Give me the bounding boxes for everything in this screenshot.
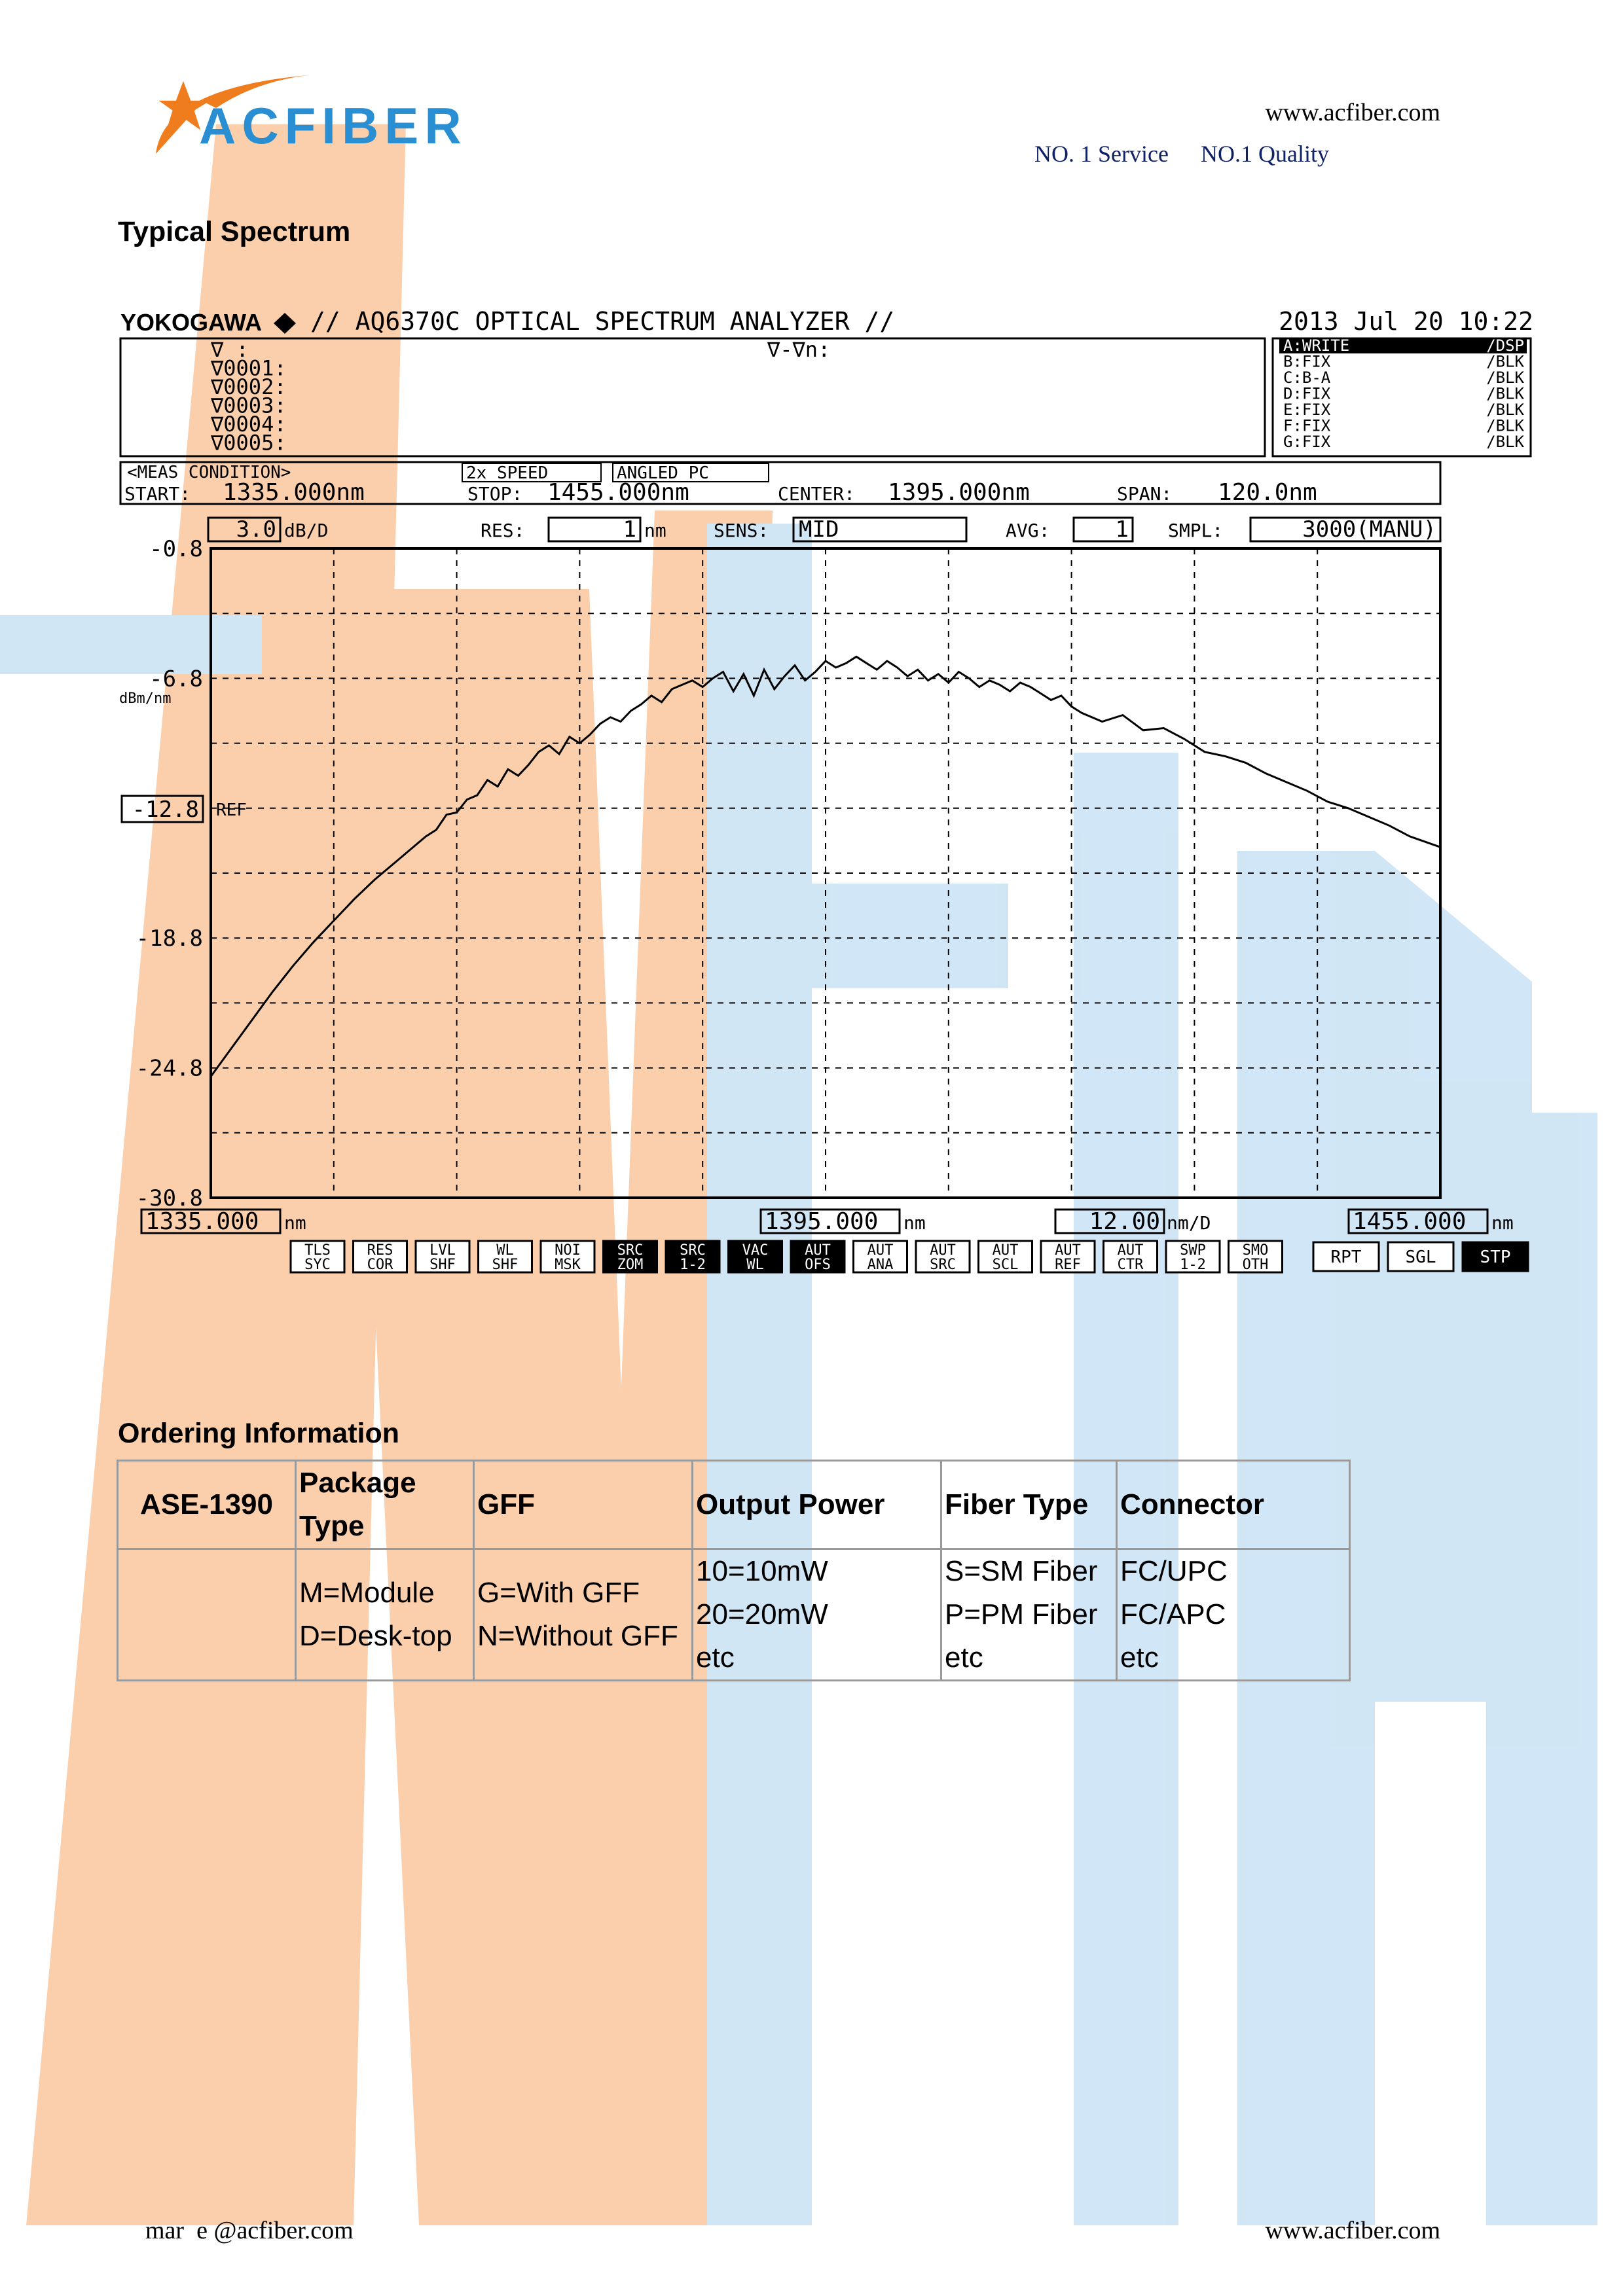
soft-key-line1: AUT (930, 1242, 956, 1259)
soft-key-aut-ofs[interactable] (791, 1241, 845, 1273)
osa-datetime: 2013 Jul 20 10:22 (1279, 307, 1533, 336)
table-cell (1117, 1549, 1350, 1681)
x-stop-unit: nm (1491, 1212, 1514, 1234)
table-cell (296, 1549, 474, 1681)
soft-key-line2: SHF (492, 1257, 519, 1273)
soft-key-vac-wl[interactable] (729, 1241, 782, 1273)
cell-text: Type (299, 1510, 365, 1542)
marker-label: ∇0001: (211, 355, 287, 381)
soft-key-line2: COR (367, 1257, 393, 1273)
scale-unit: dB/D (284, 520, 329, 541)
soft-key-line2: SYC (304, 1257, 331, 1273)
trace-mode: /BLK (1486, 433, 1524, 451)
soft-key-smo-oth[interactable] (1229, 1241, 1283, 1273)
cell-text: FC/UPC (1120, 1555, 1228, 1587)
x-perdiv-value: 12.00 (1089, 1208, 1160, 1235)
soft-key-line1: AUT (1055, 1242, 1081, 1259)
cell-text: etc (945, 1641, 983, 1674)
soft-key-line2: WL (746, 1257, 764, 1273)
ref-level-value: -12.8 (132, 797, 199, 823)
marker-label: ∇ : (211, 337, 249, 362)
marker-list (210, 337, 287, 456)
trace-id: E:FIX (1283, 401, 1331, 419)
footer-website[interactable]: www.acfiber.com (1265, 2217, 1440, 2244)
table-cell (118, 1461, 296, 1549)
cell-text: Connector (1120, 1488, 1264, 1520)
ordering-table (117, 1460, 1351, 1681)
center-label: CENTER: (778, 483, 856, 505)
res-label: RES: (481, 520, 525, 541)
trace-id: C:B-A (1283, 368, 1331, 387)
cell-text: S=SM Fiber (945, 1555, 1098, 1587)
sweep-key-label: STP (1480, 1247, 1511, 1267)
stop-label: STOP: (467, 483, 523, 505)
soft-key-line1: WL (496, 1242, 514, 1259)
sens-label: SENS: (714, 520, 769, 541)
cell-text: M=Module (299, 1577, 435, 1609)
marker-box (120, 338, 1265, 456)
soft-key-lvl-shf[interactable] (416, 1241, 469, 1273)
soft-key-line2: ZOM (617, 1257, 644, 1273)
trace-mode: /BLK (1486, 416, 1524, 435)
soft-key-line2: 1-2 (1180, 1257, 1206, 1273)
soft-key-line2: ANA (867, 1257, 894, 1273)
table-cell (118, 1549, 296, 1681)
header-website: www.acfiber.com (1265, 99, 1440, 126)
table-cell (941, 1549, 1117, 1681)
table-cell (296, 1461, 474, 1549)
trace-id: B:FIX (1283, 352, 1331, 371)
cell-text: GFF (477, 1488, 535, 1520)
cell-text: Package (299, 1467, 416, 1499)
sweep-key-stp[interactable] (1463, 1242, 1528, 1271)
y-tick-label: -6.8 (149, 666, 203, 692)
soft-key-line1: NOI (555, 1242, 581, 1259)
table-cell (1117, 1461, 1350, 1549)
center-value: 1395.000nm (888, 479, 1030, 506)
soft-key-line1: TLS (304, 1242, 331, 1259)
marker-label: ∇0003: (211, 393, 287, 418)
res-value: 1 (623, 516, 636, 543)
cell-text: etc (1120, 1641, 1159, 1674)
x-start-value: 1335.000 (145, 1208, 259, 1235)
soft-key-line2: SRC (930, 1257, 956, 1273)
soft-key-tls-syc[interactable] (291, 1241, 344, 1273)
cell-text: Output Power (696, 1488, 885, 1520)
trace-list (1279, 336, 1527, 451)
cell-text: G=With GFF (477, 1577, 640, 1609)
start-value: 1335.000nm (223, 479, 365, 506)
soft-key-bar (291, 1241, 1283, 1273)
soft-key-line2: SCL (992, 1257, 1019, 1273)
sens-value: MID (799, 516, 839, 543)
cell-text: 10=10mW (696, 1555, 828, 1587)
marker-label: ∇0005: (211, 430, 287, 456)
soft-key-res-cor[interactable] (354, 1241, 407, 1273)
soft-key-line1: RES (367, 1242, 393, 1259)
x-stop-value: 1455.000 (1353, 1208, 1467, 1235)
sweep-key-sgl[interactable] (1388, 1242, 1453, 1271)
cell-text: etc (696, 1641, 735, 1674)
sweep-key-rpt[interactable] (1313, 1242, 1379, 1271)
x-start-unit: nm (284, 1212, 306, 1234)
cell-text: ASE-1390 (139, 1488, 273, 1520)
sweep-key-bar (1313, 1242, 1528, 1271)
y-tick-label: -24.8 (136, 1055, 203, 1082)
cell-text: P=PM Fiber (945, 1598, 1098, 1630)
soft-key-line1: LVL (429, 1242, 456, 1259)
sweep-key-label: RPT (1330, 1247, 1362, 1267)
stop-value: 1455.000nm (547, 479, 689, 506)
avg-value: 1 (1115, 516, 1129, 543)
trace-mode: /BLK (1486, 384, 1524, 403)
table-cell (693, 1461, 941, 1549)
y-tick-label: -0.8 (149, 536, 203, 562)
soft-key-line2: OFS (805, 1257, 831, 1273)
soft-key-line1: SWP (1180, 1242, 1206, 1259)
soft-key-line2: REF (1055, 1257, 1081, 1273)
connector-label: ANGLED PC (617, 463, 709, 483)
tagline-quality: NO.1 Quality (1201, 141, 1329, 167)
table-cell (474, 1461, 693, 1549)
cell-text: 20=20mW (696, 1598, 828, 1630)
trace-id: G:FIX (1283, 433, 1331, 451)
osa-brand: YOKOGAWA (120, 309, 263, 336)
y-tick-label: -30.8 (136, 1185, 203, 1211)
soft-key-line2: MSK (555, 1257, 581, 1273)
x-center-value: 1395.000 (765, 1208, 879, 1235)
soft-key-noi-msk[interactable] (541, 1241, 594, 1273)
logo-wordmark: ACFIBER (199, 97, 467, 154)
trace-mode: /DSP (1486, 336, 1524, 355)
x-center-unit: nm (903, 1212, 926, 1234)
cell-text: FC/APC (1120, 1598, 1226, 1630)
cell-text: Fiber Type (945, 1488, 1089, 1520)
span-value: 120.0nm (1218, 479, 1317, 506)
marker-delta: ∇-∇n: (767, 337, 831, 362)
meas-condition-label: <MEAS CONDITION> (127, 463, 291, 482)
sweep-key-label: SGL (1405, 1247, 1436, 1267)
soft-key-aut-ctr[interactable] (1104, 1241, 1158, 1273)
soft-key-aut-scl[interactable] (979, 1241, 1032, 1273)
soft-key-line2: CTR (1117, 1257, 1144, 1273)
plot-grid (211, 548, 1440, 1198)
soft-key-swp-1-2[interactable] (1166, 1241, 1220, 1273)
span-label: SPAN: (1117, 483, 1173, 505)
soft-key-line1: AUT (805, 1242, 831, 1259)
marker-label: ∇0004: (211, 412, 287, 437)
soft-key-line1: AUT (1117, 1242, 1144, 1259)
start-label: START: (124, 483, 191, 505)
table-row (118, 1549, 1350, 1681)
trace-id: A:WRITE (1283, 336, 1350, 355)
y-tick-label: -18.8 (136, 925, 203, 952)
soft-key-line1: SRC (617, 1242, 644, 1259)
soft-key-line1: SRC (680, 1242, 706, 1259)
soft-key-line1: SMO (1242, 1242, 1269, 1259)
avg-label: AVG: (1006, 520, 1050, 541)
cell-text: N=Without GFF (477, 1620, 678, 1652)
res-unit: nm (644, 520, 666, 541)
soft-key-aut-ana[interactable] (854, 1241, 907, 1273)
smpl-value: 3000(MANU) (1302, 516, 1436, 543)
table-cell (693, 1549, 941, 1681)
soft-key-src-1-2[interactable] (666, 1241, 720, 1273)
soft-key-src-zom[interactable] (604, 1241, 657, 1273)
trace-mode: /BLK (1486, 352, 1524, 371)
trace-id: F:FIX (1283, 416, 1331, 435)
y-tick-labels (136, 536, 203, 1211)
soft-key-line1: AUT (867, 1242, 894, 1259)
brand-diamond-icon (274, 313, 296, 334)
table-cell (941, 1461, 1117, 1549)
table-row (118, 1461, 1350, 1549)
section-title-ordering-information: Ordering Information (118, 1418, 399, 1449)
x-perdiv-unit: nm/D (1167, 1212, 1211, 1234)
trace-mode: /BLK (1486, 401, 1524, 419)
soft-key-aut-ref[interactable] (1041, 1241, 1095, 1273)
soft-key-line2: OTH (1242, 1257, 1269, 1273)
soft-key-line2: 1-2 (680, 1257, 706, 1273)
trace-id: D:FIX (1283, 384, 1331, 403)
ref-label: REF (216, 800, 247, 820)
osa-model-line: // AQ6370C OPTICAL SPECTRUM ANALYZER // (310, 307, 895, 336)
soft-key-wl-shf[interactable] (479, 1241, 532, 1273)
marker-label: ∇0002: (211, 374, 287, 399)
footer-email[interactable]: mar e @acfiber.com (145, 2217, 354, 2244)
trace-mode: /BLK (1486, 368, 1524, 387)
section-title-typical-spectrum: Typical Spectrum (118, 216, 351, 247)
y-unit: dBm/nm (119, 691, 172, 707)
table-cell (474, 1549, 693, 1681)
soft-key-aut-src[interactable] (916, 1241, 970, 1273)
tagline-service: NO. 1 Service (1034, 141, 1169, 167)
cell-text: D=Desk-top (299, 1620, 452, 1652)
soft-key-line2: SHF (429, 1257, 456, 1273)
smpl-label: SMPL: (1168, 520, 1224, 541)
speed-label: 2x SPEED (466, 463, 549, 483)
soft-key-line1: AUT (992, 1242, 1019, 1259)
soft-key-line1: VAC (742, 1242, 769, 1259)
scale-value: 3.0 (236, 516, 276, 543)
